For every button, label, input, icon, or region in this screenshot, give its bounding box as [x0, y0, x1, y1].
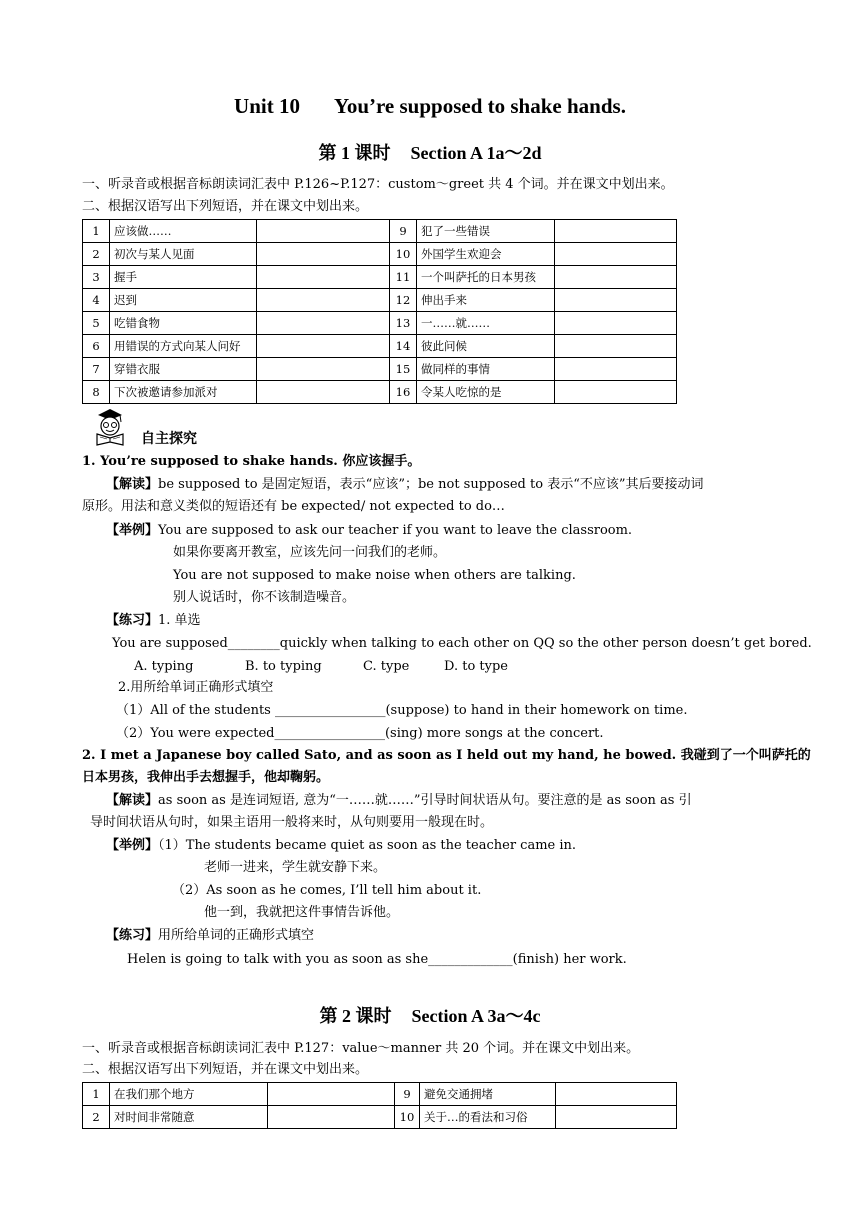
phrase-cn: 用错误的方式向某人问好 — [110, 335, 257, 358]
option-b: B. to typing — [245, 659, 322, 674]
table-row — [83, 220, 677, 243]
phrase-cn: 迟到 — [110, 289, 257, 312]
row-number: 2 — [83, 243, 110, 266]
answer-cell[interactable] — [555, 335, 677, 358]
point-1-practice-label: 【练习】1. 单选 — [106, 613, 201, 628]
row-number: 13 — [390, 312, 417, 335]
phrase-cn: 彼此问候 — [417, 335, 555, 358]
answer-cell[interactable] — [268, 1106, 395, 1129]
phrase-cn: 握手 — [110, 266, 257, 289]
option-c: C. type — [363, 659, 410, 674]
answer-cell[interactable] — [257, 381, 390, 404]
phrase-table-2 — [82, 1082, 677, 1129]
row-number: 6 — [83, 335, 110, 358]
row-number: 10 — [395, 1106, 420, 1129]
option-d: D. to type — [444, 659, 508, 674]
point-1-example-2: You are not supposed to make noise when others are talking. — [173, 568, 576, 583]
phrase-cn: 在我们那个地方 — [110, 1083, 268, 1106]
point-2-practice-label: 【练习】用所给单词的正确形式填空 — [106, 928, 315, 943]
answer-cell[interactable] — [555, 266, 677, 289]
answer-cell[interactable] — [555, 243, 677, 266]
row-number: 7 — [83, 358, 110, 381]
phrase-cn: 对时间非常随意 — [110, 1106, 268, 1129]
row-number: 16 — [390, 381, 417, 404]
row-number: 9 — [390, 220, 417, 243]
row-number: 1 — [83, 1083, 110, 1106]
answer-cell[interactable] — [257, 358, 390, 381]
phrase-cn: 一个叫萨托的日本男孩 — [417, 266, 555, 289]
point-1-fill-2: （2）You were expected_________________(sing) more songs at the concert. — [116, 726, 604, 741]
lesson-2-instruction-2: 二、根据汉语写出下列短语，并在课文中划出来。 — [82, 1062, 369, 1077]
phrase-cn: 做同样的事情 — [417, 358, 555, 381]
point-1-heading: 1. You’re supposed to shake hands. 你应该握手。 — [82, 454, 421, 469]
row-number: 10 — [390, 243, 417, 266]
table-row — [83, 335, 677, 358]
answer-cell[interactable] — [555, 381, 677, 404]
row-number: 3 — [83, 266, 110, 289]
point-1-options — [134, 657, 834, 677]
table-row — [83, 1106, 677, 1129]
point-2-explanation-line-1: 【解读】as soon as 是连词短语, 意为“一……就……”引导时间状语从句。要注意的是 as soon as 引 — [106, 793, 692, 808]
point-1-explanation-line-1: 【解读】be supposed to 是固定短语，表示“应该”；be not supposed to 表示“不应该”其后要接动词 — [106, 477, 704, 492]
unit-title: You’re supposed to shake hands. — [333, 94, 626, 118]
explore-label: 自主探究 — [141, 431, 197, 447]
answer-cell[interactable] — [555, 220, 677, 243]
lesson-1-heading: 第 1 课时 Section A 1a～2d — [318, 143, 542, 163]
lesson-1-instruction-1: 一、听录音或根据音标朗读词汇表中 P.126~P.127：custom～greet 共 4 个词。并在课文中划出来。 — [82, 177, 674, 192]
row-number: 1 — [83, 220, 110, 243]
point-1-example-1: 【举例】You are supposed to ask our teacher if you want to leave the classroom. — [106, 523, 633, 538]
student-reading-icon — [94, 408, 126, 446]
unit-number: Unit 10 — [234, 94, 300, 118]
point-2-fill: Helen is going to talk with you as soon as she_____________(finish) her work. — [127, 952, 627, 967]
row-number: 5 — [83, 312, 110, 335]
row-number: 15 — [390, 358, 417, 381]
answer-cell[interactable] — [257, 243, 390, 266]
point-1-fill-1: （1）All of the students _________________(suppose) to hand in their homework on time. — [116, 703, 688, 718]
lesson-2-instruction-1: 一、听录音或根据音标朗读词汇表中 P.127：value～manner 共 20 个词。并在课文中划出来。 — [82, 1041, 640, 1056]
answer-cell[interactable] — [555, 358, 677, 381]
phrase-cn: 下次被邀请参加派对 — [110, 381, 257, 404]
phrase-cn: 令某人吃惊的是 — [417, 381, 555, 404]
lesson-2-heading: 第 2 课时 Section A 3a～4c — [319, 1006, 541, 1026]
row-number: 4 — [83, 289, 110, 312]
point-1-example-1-cn: 如果你要离开教室，应该先问一问我们的老师。 — [173, 545, 447, 560]
table-row — [83, 289, 677, 312]
phrase-cn: 穿错衣服 — [110, 358, 257, 381]
table-row — [83, 358, 677, 381]
phrase-cn: 外国学生欢迎会 — [417, 243, 555, 266]
row-number: 12 — [390, 289, 417, 312]
point-2-example-1: 【举例】（1）The students became quiet as soon as the teacher came in. — [106, 838, 577, 853]
phrase-cn: 关于…的看法和习俗 — [420, 1106, 556, 1129]
table-row — [83, 381, 677, 404]
lesson-1-instruction-2: 二、根据汉语写出下列短语，并在课文中划出来。 — [82, 199, 369, 214]
table-row — [83, 266, 677, 289]
answer-cell[interactable] — [555, 312, 677, 335]
row-number: 11 — [390, 266, 417, 289]
answer-cell[interactable] — [257, 220, 390, 243]
table-row — [83, 1083, 677, 1106]
phrase-cn: 应该做…… — [110, 220, 257, 243]
answer-cell[interactable] — [556, 1106, 677, 1129]
point-2-example-2-cn: 他一到，我就把这件事情告诉他。 — [204, 905, 400, 920]
row-number: 8 — [83, 381, 110, 404]
table-row — [83, 243, 677, 266]
row-number: 14 — [390, 335, 417, 358]
row-number: 2 — [83, 1106, 110, 1129]
phrase-table-1 — [82, 219, 677, 404]
phrase-cn: 初次与某人见面 — [110, 243, 257, 266]
answer-cell[interactable] — [257, 266, 390, 289]
answer-cell[interactable] — [257, 312, 390, 335]
phrase-cn: 避免交通拥堵 — [420, 1083, 556, 1106]
phrase-cn: 一……就…… — [417, 312, 555, 335]
point-2-example-1-cn: 老师一进来，学生就安静下来。 — [204, 860, 387, 875]
answer-cell[interactable] — [555, 289, 677, 312]
option-a: A. typing — [134, 659, 194, 674]
point-1-explanation-line-2: 原形。用法和意义类似的短语还有 be expected/ not expected to do… — [82, 499, 505, 514]
row-number: 9 — [395, 1083, 420, 1106]
answer-cell[interactable] — [257, 289, 390, 312]
phrase-cn: 吃错食物 — [110, 312, 257, 335]
answer-cell[interactable] — [556, 1083, 677, 1106]
phrase-cn: 犯了一些错误 — [417, 220, 555, 243]
point-2-example-2: （2）As soon as he comes, I’ll tell him about it. — [172, 883, 482, 898]
page-title — [0, 94, 860, 119]
point-1-example-2-cn: 别人说话时，你不该制造噪音。 — [173, 590, 356, 605]
point-1-fill-instruction: 2.用所给单词正确形式填空 — [118, 680, 274, 695]
answer-cell[interactable] — [268, 1083, 395, 1106]
phrase-cn: 伸出手来 — [417, 289, 555, 312]
answer-cell[interactable] — [257, 335, 390, 358]
point-2-heading-line-1: 2. I met a Japanese boy called Sato, and as soon as I held out my hand, he bowed. 我碰到了一个叫萨托的 — [82, 748, 811, 763]
point-2-heading-line-2: 日本男孩，我伸出手去想握手，他却鞠躬。 — [82, 770, 330, 785]
point-1-question: You are supposed________quickly when talking to each other on QQ so the other person doesn’t get bored. — [112, 636, 812, 651]
table-row — [83, 312, 677, 335]
point-2-explanation-line-2: 导时间状语从句时，如果主语用一般将来时，从句则要用一般现在时。 — [90, 815, 494, 830]
